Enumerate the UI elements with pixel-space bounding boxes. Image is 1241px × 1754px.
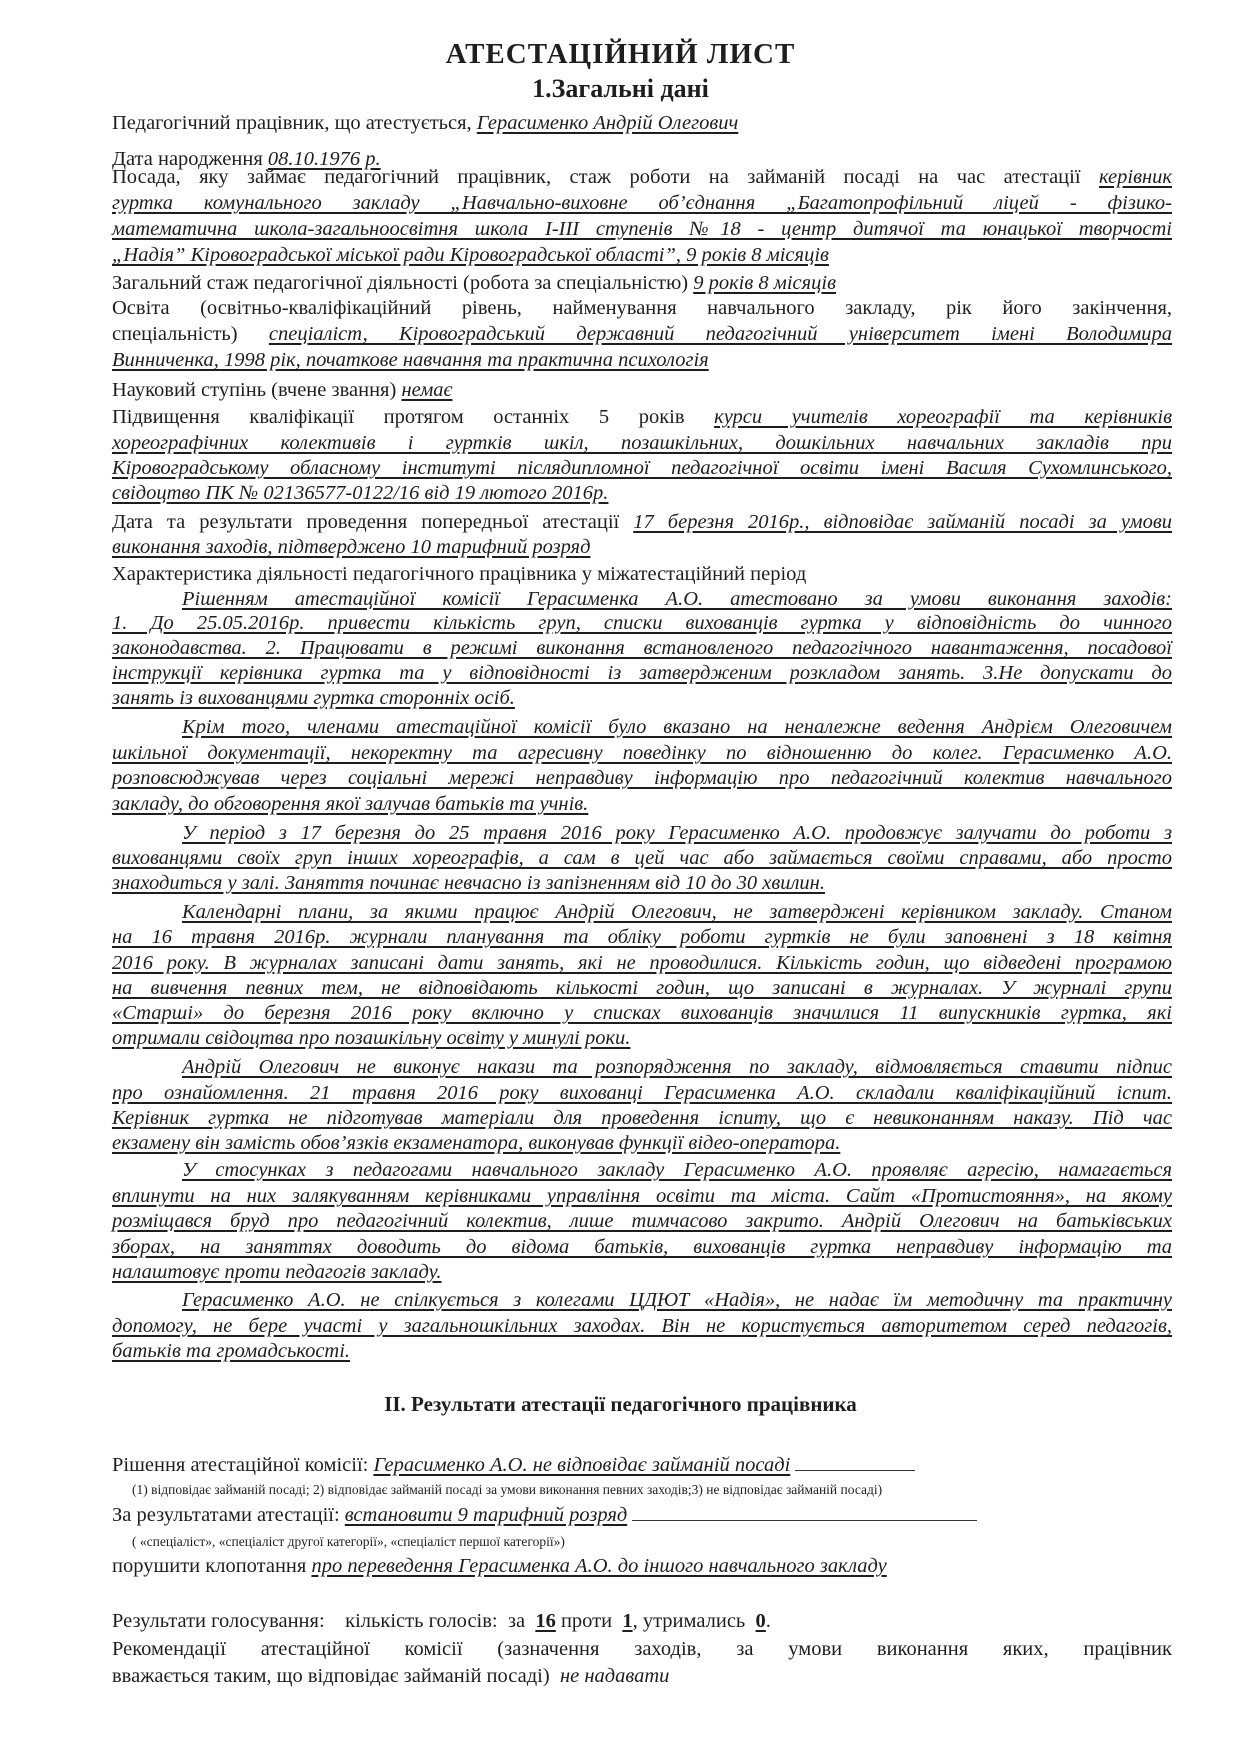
recommendations-line-2 <box>112 1663 1172 1689</box>
qualification-line-1 <box>112 404 1172 430</box>
characteristic-line: занять із вихованцями гуртка сторонніх осіб. <box>112 687 515 709</box>
characteristic-line: Календарні плани, за якими працює Андрій Олегович, не затверджені керівником закладу. Станом <box>182 901 1172 923</box>
characteristic-line: «Старші» до березня 2016 року включно у списках вихованців значилися 11 випускників гуртка, які <box>112 1002 1172 1024</box>
characteristic-line: розповсюджував через соціальні мережі неправдиву інформацію про педагогічний колектив навчального <box>112 767 1172 789</box>
petition-value: про переведення Герасименка А.О. до іншого навчального закладу <box>311 1555 887 1577</box>
characteristic-line: Рішенням атестаційної комісії Герасименка А.О. атестовано за умови виконання заходів: <box>182 588 1172 610</box>
position-value-1: керівник <box>1098 166 1172 188</box>
previous-attestation-value-1: 17 березня 2016р., відповідає займаній посаді за умови <box>633 511 1172 533</box>
characteristic-line: зборах, на заняттях доводить до відома батьків, вихованців гуртка неправдиву інформацію та <box>112 1236 1172 1258</box>
characteristic-line: Андрій Олегович не виконує накази та розпорядження по закладу, відмовляється ставити підпис <box>182 1056 1172 1078</box>
document-title: АТЕСТАЦІЙНИЙ ЛИСТ <box>445 38 796 70</box>
worker-line <box>112 110 1172 136</box>
characteristic-line: Керівник гуртка не підготував матеріали для проведення іспиту, що є невиконанням наказу. Під час <box>112 1107 1172 1129</box>
degree-value: немає <box>401 379 453 401</box>
decision-line <box>112 1452 1172 1478</box>
vote-abstain-label: , утримались <box>632 1610 746 1632</box>
qualification-line-3: Кіровоградському обласному інституті післядипломної педагогічної освіти імені Василя Сухомлинського, <box>112 457 1172 479</box>
education-line-3: Винниченка, 1998 рік, початкове навчання та практична психологія <box>112 349 709 371</box>
characteristic-line: шкільної документації, некоректну та агресивну поведінку по відношенню до колег. Герасименко А.О. <box>112 742 1172 764</box>
result-blank <box>632 1519 977 1521</box>
qualification-value-1: курси учителів хореографії та керівників <box>714 406 1172 428</box>
characteristic-line: розміщався бруд про педагогічний колектив, лише тимчасово закрито. Андрій Олегович на батьківських <box>112 1210 1172 1232</box>
result-label: За результатами атестації: <box>112 1504 340 1526</box>
position-label: Посада, яку займає педагогічний працівник, стаж роботи на займаній посаді на час атестації <box>112 166 1081 188</box>
characteristic-line: У стосунках з педагогами навчального закладу Герасименко А.О. проявляє агресію, намагається <box>182 1159 1172 1181</box>
decision-label: Рішення атестаційної комісії: <box>112 1454 369 1476</box>
vote-against-value: 1 <box>622 1610 633 1632</box>
position-line-1 <box>112 164 1172 190</box>
characteristic-line: на 16 травня 2016р. журнали планування та обліку роботи гуртків не були заповнені з 18 квітня <box>112 926 1172 948</box>
qualification-line-4: свідоцтво ПК № 02136577-0122/16 від 19 лютого 2016р. <box>112 482 609 504</box>
dob-value: 08.10.1976 р. <box>267 148 381 170</box>
vote-for-value: 16 <box>535 1610 556 1632</box>
characteristic-line: отримали свідоцтва про позашкільну освіту у минулі роки. <box>112 1027 631 1049</box>
characteristic-line: інструкції керівника гуртка та у відповідності із затвердженим розкладом занять. 3.Не допускати до <box>112 662 1172 684</box>
worker-name: Герасименко Андрій Олегович <box>476 112 739 134</box>
position-line-2: гуртка комунального закладу „Навчально-виховне об’єднання „Багатопрофільний ліцей - фізико- <box>112 192 1172 214</box>
education-value-1: спеціаліст, Кіровоградський державний педагогічний університет імені Володимира <box>268 323 1172 345</box>
characteristic-line: 2016 року. В журналах записані дати занять, які не проводилися. Кількість годин, що відведені програмою <box>112 952 1172 974</box>
characteristic-line: про ознайомлення. 21 травня 2016 року вихованці Герасименка А.О. складали кваліфікаційний іспит. <box>112 1082 1172 1104</box>
characteristic-line: на вивчення певних тем, не відповідають кількості годин, що записані в журналах. У журналі групи <box>112 977 1172 999</box>
previous-attestation-line-1 <box>112 509 1172 535</box>
characteristic-line: вихованцями своїх груп інших хореографів, а сам в цей час або займається своїми справами, або просто <box>112 847 1172 869</box>
recommendations-label: вважається таким, що відповідає займаній посаді) <box>112 1665 550 1687</box>
characteristic-line: екзамену він замість обов’язків екзаменатора, виконував функції відео-оператора. <box>112 1132 841 1154</box>
previous-attestation-label: Дата та результати проведення попередньої атестації <box>112 511 620 533</box>
position-line-4: „Надія” Кіровоградської міської ради Кіровоградської області”, 9 років 8 місяців <box>112 244 829 266</box>
recommendations-value: не надавати <box>559 1665 670 1687</box>
stage-value: 9 років 8 місяців <box>693 272 837 294</box>
vote-abstain-value: 0 <box>755 1610 766 1632</box>
characteristic-label: Характеристика діяльності педагогічного працівника у міжатестаційний період <box>112 563 807 585</box>
decision-blank <box>795 1469 915 1471</box>
vote-label: Результати голосування: <box>112 1610 325 1632</box>
vote-for-label: за <box>507 1610 526 1632</box>
petition-line <box>112 1553 1172 1579</box>
degree-line <box>112 377 1172 403</box>
stage-label: Загальний стаж педагогічної діяльності (робота за спеціальністю) <box>112 272 689 294</box>
vote-line <box>112 1608 1172 1634</box>
characteristic-line: допомогу, не бере участі у загальношкільних заходах. Він не користується авторитетом серед педагогів, <box>112 1315 1172 1337</box>
characteristic-line: 1. До 25.05.2016р. привести кількість груп, списки вихованців гуртка у відповідність до чинного <box>112 612 1172 634</box>
qualification-label: Підвищення кваліфікації протягом останніх 5 років <box>112 406 685 428</box>
education-label: спеціальність) <box>112 323 238 345</box>
characteristic-line: Герасименко А.О. не спілкується з колегами ЦДЮТ «Надія», не надає їм методичну та практичну <box>182 1289 1172 1311</box>
degree-label: Науковий ступінь (вчене звання) <box>112 379 397 401</box>
characteristic-line: батьків та громадськості. <box>112 1340 351 1362</box>
characteristic-line: законодавства. 2. Працювати в режимі виконання встановленого педагогічного навантаження, посадової <box>112 637 1172 659</box>
result-value: встановити 9 тарифний розряд <box>344 1504 628 1526</box>
characteristic-line: Крім того, членами атестаційної комісії було вказано на неналежне ведення Андрієм Олеговичем <box>182 716 1172 738</box>
education-line-1: Освіта (освітньо-кваліфікаційний рівень, найменування навчального закладу, рік його закінчення, <box>112 297 1172 319</box>
recommendations-line-1: Рекомендації атестаційної комісії (зазначення заходів, за умови виконання яких, працівник <box>112 1638 1172 1660</box>
petition-label: порушити клопотання <box>112 1555 307 1577</box>
vote-count-label: кількість голосів: <box>345 1610 498 1632</box>
characteristic-line: закладу, до обговорення якої залучав батьків та учнів. <box>112 793 589 815</box>
result-note: ( «спеціаліст», «спеціаліст другої категорії», «спеціаліст першої категорії») <box>132 1534 565 1549</box>
characteristic-line: вплинути на них залякуванням керівниками управління освіти та міста. Сайт «Протистояння», на якому <box>112 1185 1172 1207</box>
characteristic-line: налаштовує проти педагогів закладу. <box>112 1261 442 1283</box>
position-line-3: математична школа-загальноосвітня школа І-ІІІ ступенів №18 - центр дитячої та юнацької творчості <box>112 218 1172 240</box>
characteristic-line: У період з 17 березня до 25 травня 2016 року Герасименко А.О. продовжує залучати до роботи з <box>182 822 1172 844</box>
vote-end: . <box>765 1610 771 1632</box>
stage-line <box>112 270 1172 296</box>
decision-value: Герасименко А.О. не відповідає займаній посаді <box>373 1454 791 1476</box>
section-1-heading: 1.Загальні дані <box>532 74 709 103</box>
section-2-heading: ІІ. Результати атестації педагогічного працівника <box>384 1392 857 1416</box>
result-line <box>112 1502 1172 1528</box>
worker-label: Педагогічний працівник, що атестується, <box>112 112 472 134</box>
education-line-2 <box>112 321 1172 347</box>
qualification-line-2: хореографічних колективів і гуртків шкіл, позашкільних, дошкільних навчальних закладів при <box>112 432 1172 454</box>
previous-attestation-line-2: виконання заходів, підтверджено 10 тарифний розряд <box>112 536 591 558</box>
dob-label: Дата народження <box>112 148 263 170</box>
characteristic-line: знаходиться у залі. Заняття починає невчасно із запізненням від 10 до 30 хвилин. <box>112 872 825 894</box>
decision-note: (1) відповідає займаній посаді; 2) відповідає займаній посаді за умови виконання певних заходів;3) не відповідає займаній посаді) <box>132 1482 883 1497</box>
vote-against-label: проти <box>560 1610 613 1632</box>
